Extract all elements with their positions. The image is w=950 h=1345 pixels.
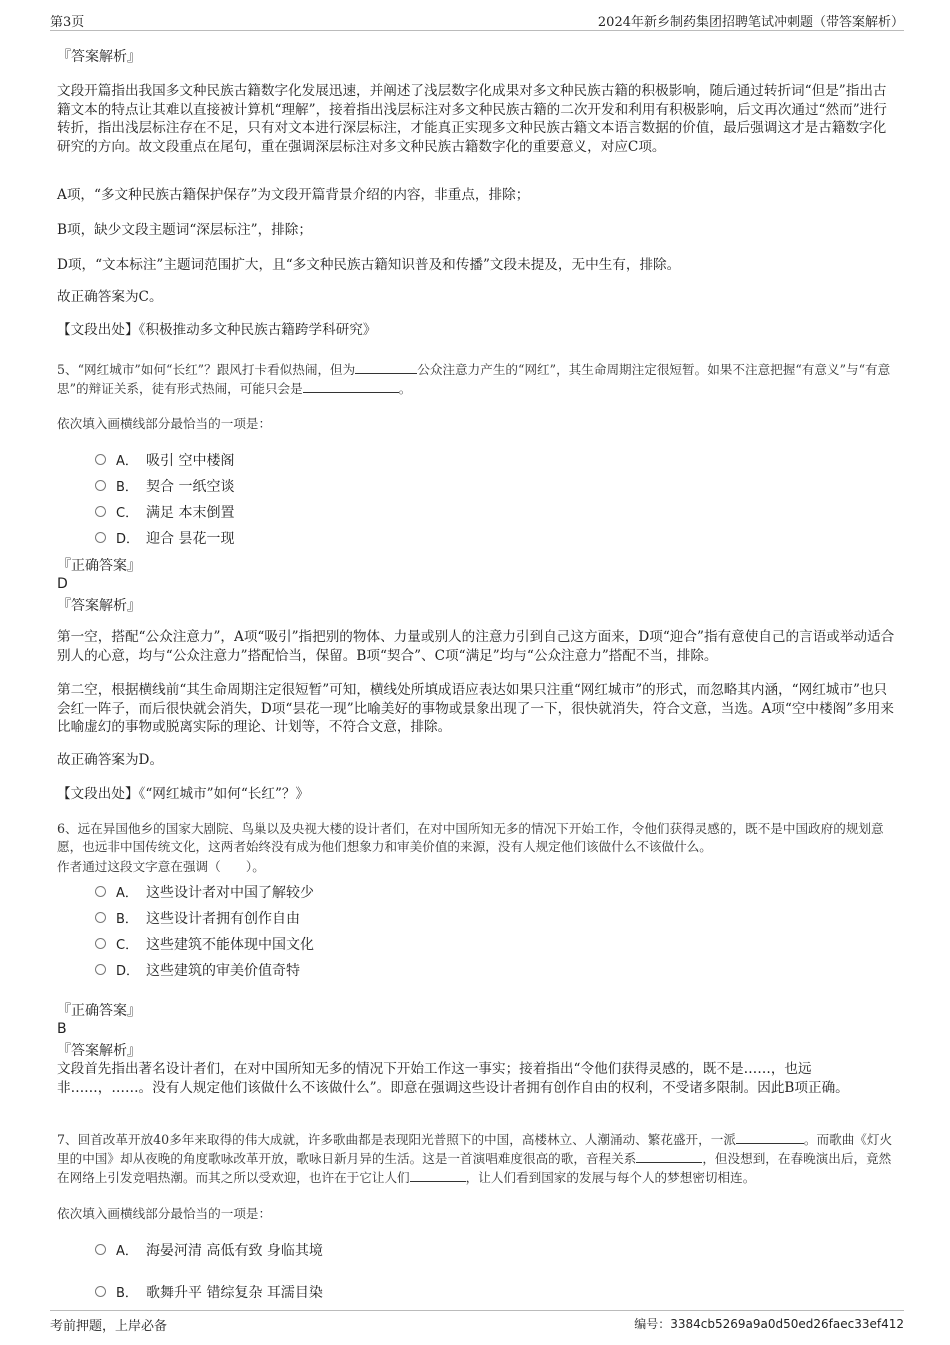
- q6-option-b[interactable]: B． 这些设计者拥有创作自由: [95, 908, 300, 928]
- page-number: 第3页: [50, 15, 85, 30]
- q6-option-a[interactable]: A． 这些设计者对中国了解较少: [95, 882, 314, 902]
- q4-analysis-a: A项，“多文种民族古籍保护保存”为文段开篇背景介绍的内容，非重点，排除；: [57, 187, 530, 203]
- q5-stem: 5、“网红城市”如何“长红”？跟风打卡看似热闹，但为 公众注意力产生的“网红”，其生命周期注定很短暂。如果不注意把握“有意义”与“有意思”的辩证关系，徒有形式热闹，可能只会是 。: [57, 362, 891, 396]
- q7-option-b[interactable]: B． 歌舞升平 错综复杂 耳濡目染: [95, 1282, 323, 1302]
- q5-option-b[interactable]: B． 契合 一纸空谈: [95, 476, 234, 496]
- q5-source: 【文段出处】《“网红城市”如何“长红”？》: [57, 786, 310, 802]
- q5-analysis-label: 『答案解析』: [57, 598, 141, 614]
- radio-icon[interactable]: [95, 1244, 106, 1255]
- blank-2: [636, 1150, 702, 1163]
- radio-icon[interactable]: [95, 964, 106, 975]
- radio-icon[interactable]: [95, 532, 106, 543]
- footer-slogan: 考前押题，上岸必备: [50, 1319, 168, 1334]
- q5-conclusion: 故正确答案为D。: [57, 752, 164, 768]
- radio-icon[interactable]: [95, 506, 106, 517]
- q5-analysis-p1: 第一空，搭配“公众注意力”，A项“吸引”指把别的物体、力量或别人的注意力引到自己这方面来，D项“迎合”指有意使自己的言语或举动适合别人的心意，均与“公众注意力”搭配恰当，保留。B项“契合”、C项“满足”均与“公众注意力”搭配不当，排除。: [57, 629, 895, 664]
- q4-analysis-label: 『答案解析』: [57, 49, 141, 65]
- q5-option-c[interactable]: C． 满足 本末倒置: [95, 502, 234, 522]
- q4-analysis-p1: 文段开篇指出我国多文种民族古籍数字化发展迅速，并阐述了浅层数字化成果对多文种民族古籍的积极影响，随后通过转折词“但是”指出古籍文本的特点让其难以直接被计算机“理解”，接着指出浅层标注对多文种民族古籍的二次开发和利用有积极影响，后文再次通过“然而”进行转折，指出浅层标注存在不足，只有对文本进行深层标注，才能真正实现多文种民族古籍文本语言数据的价值，最后强调这才是古籍数字化研究的方向。故文段重点在尾句，重在强调深层标注对多文种民族古籍数字化的重要意义，对应C项。: [57, 83, 887, 155]
- radio-icon[interactable]: [95, 1286, 106, 1297]
- blank-1: [355, 361, 417, 374]
- q6-prompt: 作者通过这段文字意在强调（ ）。: [57, 859, 265, 874]
- blank-3: [410, 1169, 466, 1182]
- q6-stem: 6、远在异国他乡的国家大剧院、鸟巢以及央视大楼的设计者们，在对中国所知无多的情况下开始工作，令他们获得灵感的，既不是中国政府的规划意愿，也远非中国传统文化，这两者始终没有成为他们想象力和审美价值的来源，没有人规定他们该做什么不该做什么。: [57, 821, 884, 854]
- blank-1: [736, 1131, 804, 1144]
- radio-icon[interactable]: [95, 454, 106, 465]
- page-header: [50, 8, 904, 31]
- q4-analysis-d: D项，“文本标注”主题词范围扩大，且“多文种民族古籍知识普及和传播”文段未提及，无中生有，排除。: [57, 257, 681, 273]
- radio-icon[interactable]: [95, 938, 106, 949]
- q6-option-c[interactable]: C． 这些建筑不能体现中国文化: [95, 934, 314, 954]
- document-code: 编号：3384cb5269a9a0d50ed26faec33ef412: [634, 1317, 904, 1331]
- q5-answer: D: [57, 576, 68, 592]
- q5-option-a[interactable]: A． 吸引 空中楼阁: [95, 450, 234, 470]
- q6-answer: B: [57, 1021, 67, 1037]
- q7-option-a[interactable]: A． 海晏河清 高低有致 身临其境: [95, 1240, 323, 1260]
- radio-icon[interactable]: [95, 912, 106, 923]
- q5-option-d[interactable]: D． 迎合 昙花一现: [95, 528, 234, 548]
- q4-conclusion: 故正确答案为C。: [57, 289, 163, 305]
- blank-2: [303, 380, 399, 393]
- q6-option-d[interactable]: D． 这些建筑的审美价值奇特: [95, 960, 300, 980]
- q4-analysis-b: B项，缺少文段主题词“深层标注”，排除；: [57, 222, 312, 238]
- q4-source: 【文段出处】《积极推动多文种民族古籍跨学科研究》: [57, 322, 377, 338]
- q7-stem: 7、回首改革开放40多年来取得的伟大成就，许多歌曲都是表现阳光普照下的中国，高楼林立、人潮涌动、繁花盛开，一派 。而歌曲《灯火里的中国》却从夜晚的角度歌咏改革开放，歌咏日新月异的生活。这是一首演唱难度很高的歌，音程关系 ，但没想到，在春晚演出后，竟然在网络上引发竞唱热潮。而其之所以受欢迎，也许在于它让人们 ，让人们看到国家的发展与每个人的梦想密切相连。: [57, 1132, 893, 1185]
- radio-icon[interactable]: [95, 480, 106, 491]
- q6-analysis-label: 『答案解析』: [57, 1043, 141, 1059]
- q5-answer-label: 『正确答案』: [57, 558, 141, 574]
- radio-icon[interactable]: [95, 886, 106, 897]
- q5-analysis-p2: 第二空，根据横线前“其生命周期注定很短暂”可知，横线处所填成语应表达如果只注重“网红城市”的形式，而忽略其内涵，“网红城市”也只会红一阵子，而后很快就会消失，D项“昙花一现”比喻美好的事物或景象出现了一下，很快就消失，符合文意，当选。A项“空中楼阁”多用来比喻虚幻的事物或脱离实际的理论、计划等，不符合文意，排除。: [57, 682, 894, 736]
- page-footer: [50, 1310, 904, 1335]
- document-title: 2024年新乡制药集团招聘笔试冲刺题（带答案解析）: [597, 15, 904, 30]
- q6-analysis-p1: 文段首先指出著名设计者们，在对中国所知无多的情况下开始工作这一事实；接着指出“令他们获得灵感的，既不是……，也远非……，……。没有人规定他们该做什么不该做什么”。即意在强调这些设计者拥有创作自由的权利，不受诸多限制。因此B项正确。: [57, 1061, 849, 1096]
- q6-answer-label: 『正确答案』: [57, 1003, 141, 1019]
- q5-prompt: 依次填入画横线部分最恰当的一项是：: [57, 416, 272, 431]
- q7-prompt: 依次填入画横线部分最恰当的一项是：: [57, 1206, 272, 1221]
